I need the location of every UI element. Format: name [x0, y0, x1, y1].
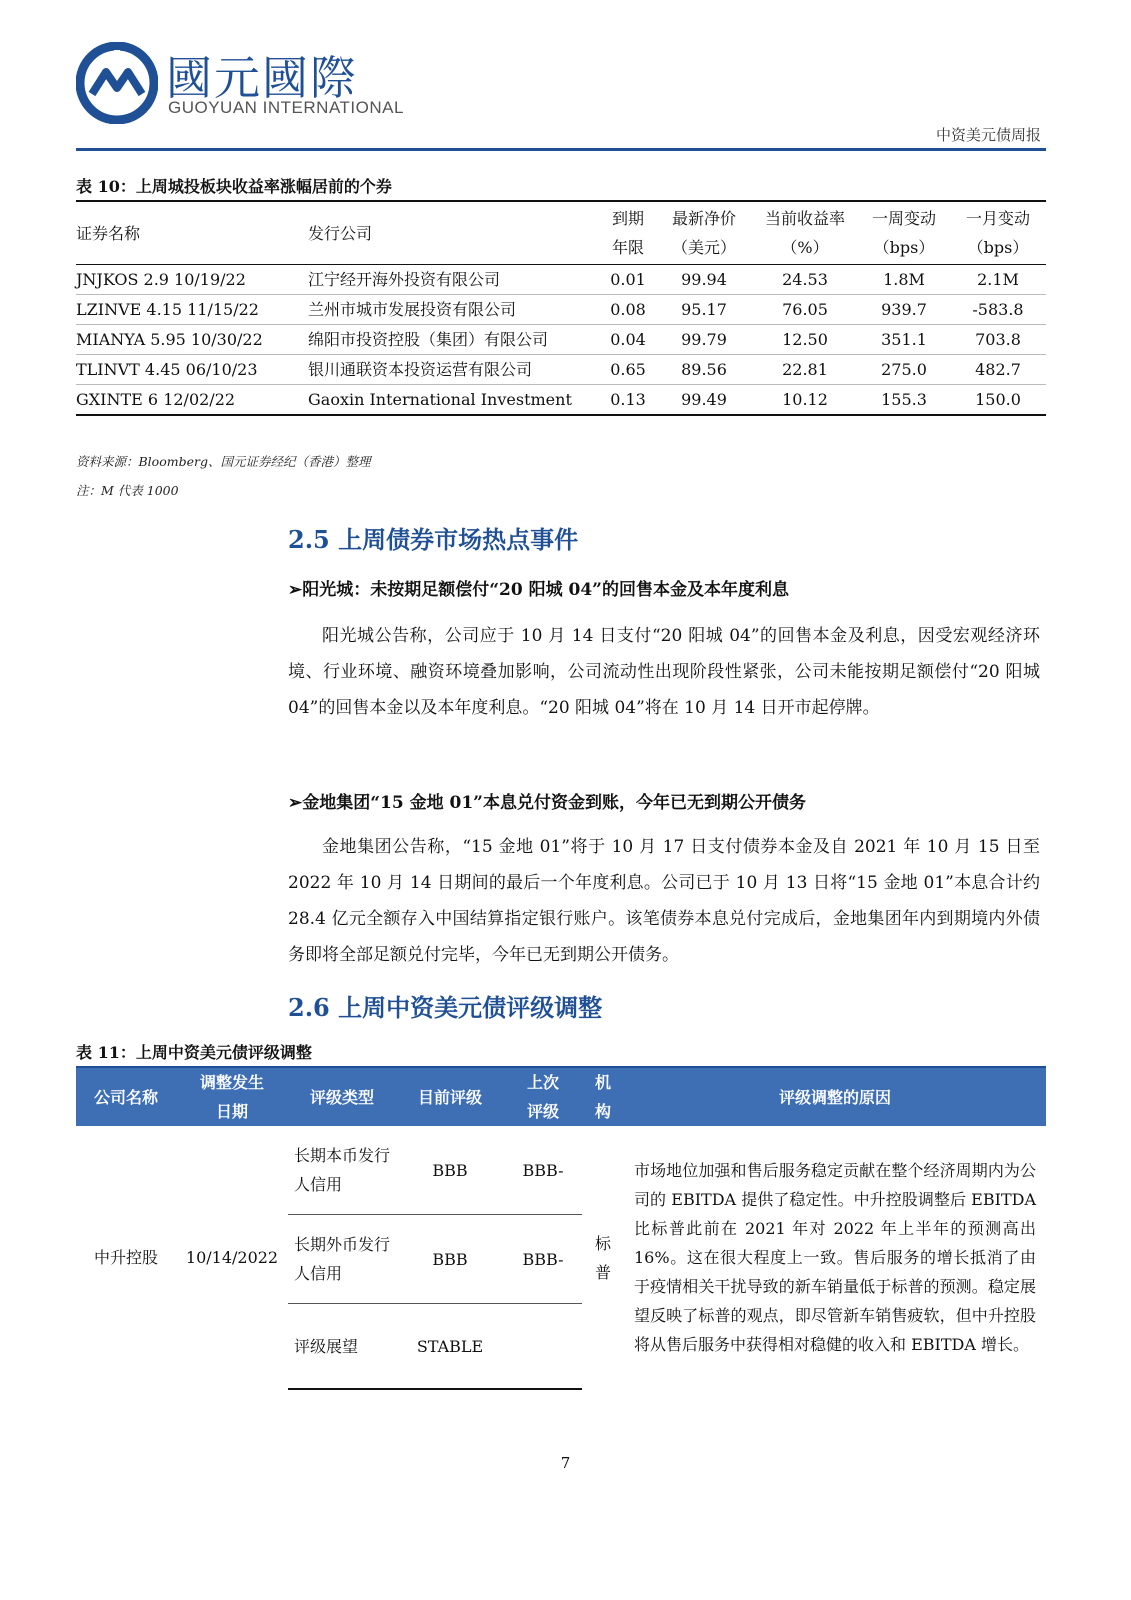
issuer: 绵阳市投资控股（集团）有限公司 — [308, 325, 600, 355]
week-change: 155.3 — [858, 385, 950, 416]
col-header-reason: 评级调整的原因 — [624, 1067, 1046, 1126]
brand-name-en: GUOYUAN INTERNATIONAL — [168, 98, 404, 117]
event2-title: ➢金地集团“15 金地 01”本息兑付资金到账，今年已无到期公开债务 — [288, 793, 806, 813]
bond-name: JNJKOS 2.9 10/19/22 — [76, 265, 308, 295]
month-change: 482.7 — [950, 355, 1046, 385]
month-change: -583.8 — [950, 295, 1046, 325]
yield: 22.81 — [752, 355, 858, 385]
table10-caption: 表 10：上周城投板块收益率涨幅居前的个券 — [76, 177, 392, 196]
rating-agency: 标 普 — [594, 1233, 611, 1282]
maturity: 0.65 — [600, 355, 656, 385]
col-header-name: 证券名称 — [76, 223, 141, 243]
price: 99.94 — [656, 265, 752, 295]
yield: 24.53 — [752, 265, 858, 295]
event2-body: 金地集团公告称，“15 金地 01”将于 10 月 17 日支付债券本金及自 2021 年 10 月 15 日至 2022 年 10 月 14 日期间的最后一个年度利息。公司已于 10 月 13 日将“15 金地 01”本息合计约 28.4 亿元全额存入中国结算指定银行账户。该笔债券本息兑付完成后，金地集团年内到期境内外债务即将全部足额兑付完毕，今年已无到期公开债务。 — [288, 837, 1040, 965]
table-row — [76, 265, 1046, 295]
table-row — [76, 1126, 1046, 1215]
price: 99.79 — [656, 325, 752, 355]
bond-name: GXINTE 6 12/02/22 — [76, 385, 308, 416]
event1-title: ➢阳光城：未按期足额偿付“20 阳城 04”的回售本金及本年度利息 — [288, 580, 789, 600]
table-row — [76, 355, 1046, 385]
col-header-previous: 上次 评级 — [504, 1067, 582, 1126]
previous-rating — [504, 1304, 582, 1390]
maturity: 0.04 — [600, 325, 656, 355]
rating-type: 长期本币发行人信用 — [288, 1126, 396, 1215]
previous-rating: BBB- — [504, 1215, 582, 1304]
yield: 76.05 — [752, 295, 858, 325]
report-name: 中资美元债周报 — [935, 126, 1041, 144]
table11 — [76, 1066, 1046, 1390]
month-change: 2.1M — [950, 265, 1046, 295]
price: 95.17 — [656, 295, 752, 325]
table-row — [76, 295, 1046, 325]
company-name: 中升控股 — [93, 1248, 158, 1267]
maturity: 0.13 — [600, 385, 656, 416]
week-change: 939.7 — [858, 295, 950, 325]
yield: 10.12 — [752, 385, 858, 416]
bond-name: TLINVT 4.45 06/10/23 — [76, 355, 308, 385]
table10-header-row — [76, 201, 1046, 265]
section-title-2-6: 2.6 上周中资美元债评级调整 — [288, 993, 603, 1022]
table-row — [76, 325, 1046, 355]
current-rating: BBB — [396, 1126, 504, 1215]
previous-rating: BBB- — [504, 1126, 582, 1215]
week-change: 275.0 — [858, 355, 950, 385]
table10-source-note: 资料来源：Bloomberg、国元证券经纪（香港）整理 — [76, 454, 371, 469]
col-header-current: 目前评级 — [396, 1067, 504, 1126]
maturity: 0.08 — [600, 295, 656, 325]
col-header-type: 评级类型 — [288, 1067, 396, 1126]
event1-body: 阳光城公告称，公司应于 10 月 14 日支付“20 阳城 04”的回售本金及利息，因受宏观经济环境、行业环境、融资环境叠加影响，公司流动性出现阶段性紧张，公司未能按期足额偿付“20 阳城 04”的回售本金以及本年度利息。“20 阳城 04”将在 10 月 14 日开市起停牌。 — [288, 626, 1040, 718]
rating-type: 评级展望 — [288, 1304, 396, 1390]
rating-type: 长期外币发行人信用 — [288, 1215, 396, 1304]
col-header-agency: 机 构 — [582, 1067, 624, 1126]
bond-name: MIANYA 5.95 10/30/22 — [76, 325, 308, 355]
col-header-month: 一月变动 （bps） — [965, 209, 1030, 257]
page-number: 7 — [560, 1454, 571, 1472]
col-header-issuer: 发行公司 — [308, 223, 373, 243]
col-header-date: 调整发生 日期 — [176, 1067, 288, 1126]
col-header-price: 最新净价 （美元） — [671, 209, 736, 257]
issuer: 银川通联资本投资运营有限公司 — [308, 355, 600, 385]
current-rating: STABLE — [396, 1304, 504, 1390]
col-header-maturity: 到期 年限 — [611, 209, 644, 257]
issuer: 兰州市城市发展投资有限公司 — [308, 295, 600, 325]
month-change: 150.0 — [950, 385, 1046, 416]
rating-reason: 市场地位加强和售后服务稳定贡献在整个经济周期内为公司的 EBITDA 提供了稳定性。中升控股调整后 EBITDA 比标普此前在 2021 年对 2022 年上半年的预测高出 16%。这在很大程度上一致。售后服务的增长抵消了由于疫情相关干扰导致的新车销量低于标普的预测。稳定展望反映了标普的观点，即尽管新车销售疲软，但中升控股将从售后服务中获得相对稳健的收入和 EBITDA 增长。 — [634, 1161, 1036, 1354]
table11-header-row — [76, 1067, 1046, 1126]
col-header-yield: 当前收益率 （%） — [764, 209, 845, 257]
week-change: 351.1 — [858, 325, 950, 355]
price: 99.49 — [656, 385, 752, 416]
header-rule — [76, 148, 1046, 151]
price: 89.56 — [656, 355, 752, 385]
table10 — [76, 200, 1046, 416]
adjust-date: 10/14/2022 — [185, 1248, 279, 1267]
col-header-company: 公司名称 — [76, 1067, 176, 1126]
bond-name: LZINVE 4.15 11/15/22 — [76, 295, 308, 325]
issuer: Gaoxin International Investment — [308, 385, 600, 416]
table-row — [76, 385, 1046, 416]
week-change: 1.8M — [858, 265, 950, 295]
issuer: 江宁经开海外投资有限公司 — [308, 265, 600, 295]
current-rating: BBB — [396, 1215, 504, 1304]
guoyuan-logo-icon — [76, 42, 158, 124]
table10-unit-note: 注：M 代表 1000 — [76, 483, 179, 498]
table11-caption: 表 11：上周中资美元债评级调整 — [76, 1043, 312, 1062]
section-title-2-5: 2.5 上周债券市场热点事件 — [288, 525, 579, 554]
brand-name-cn: 國元國際 — [166, 51, 358, 105]
yield: 12.50 — [752, 325, 858, 355]
col-header-week: 一周变动 （bps） — [871, 209, 936, 257]
maturity: 0.01 — [600, 265, 656, 295]
month-change: 703.8 — [950, 325, 1046, 355]
